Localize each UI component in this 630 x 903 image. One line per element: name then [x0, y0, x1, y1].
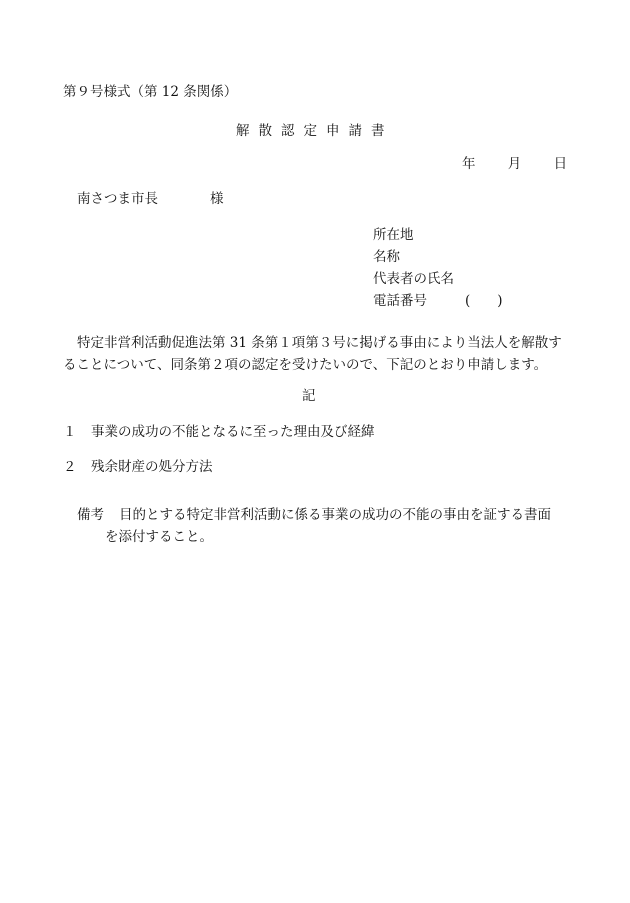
- addressee-honorific: 様: [210, 191, 224, 207]
- applicant-location-label: 所在地: [373, 227, 414, 243]
- remark-label: 備考: [77, 507, 104, 523]
- applicant-phone-label: 電話番号: [373, 293, 427, 309]
- date-line: [462, 152, 567, 172]
- list-item: [63, 455, 213, 475]
- ki-heading: 記: [302, 388, 316, 404]
- request-body-line1: [63, 332, 563, 354]
- request-body-line1-text: 特定非営利活動促進法第 31 条第１項第３号に掲げる事由により当法人を解散す: [77, 335, 562, 351]
- request-body-line2: ることについて、同条第２項の認定を受けたいので、下記のとおり申請します。: [63, 357, 548, 373]
- remark-line2: を添付すること。: [105, 529, 213, 545]
- remark: [77, 504, 557, 548]
- remark-line1-text: 目的とする特定非営利活動に係る事業の成功の不能の事由を証する書面: [119, 507, 551, 523]
- date-day: 日: [553, 156, 568, 172]
- form-number: 第９号様式（第 12 条関係）: [63, 84, 238, 100]
- applicant-phone-paren: ( ): [465, 293, 503, 309]
- addressee: [77, 187, 224, 207]
- remark-line1: [77, 504, 557, 526]
- date-month: 月: [507, 156, 522, 172]
- item-number: ２: [63, 459, 77, 475]
- item-number: １: [63, 424, 77, 440]
- list-item: [63, 420, 375, 440]
- item-text: 事業の成功の不能となるに至った理由及び経緯: [91, 424, 375, 440]
- date-year: 年: [462, 156, 476, 172]
- applicant-representative-label: 代表者の氏名: [373, 271, 454, 287]
- request-body: [63, 332, 563, 376]
- applicant-block: [373, 224, 503, 312]
- document-title: 解散認定申請書: [236, 123, 394, 139]
- addressee-name: 南さつま市長: [77, 191, 158, 207]
- item-text: 残余財産の処分方法: [91, 459, 213, 475]
- applicant-name-label: 名称: [373, 249, 400, 265]
- applicant-phone-row: [373, 290, 503, 312]
